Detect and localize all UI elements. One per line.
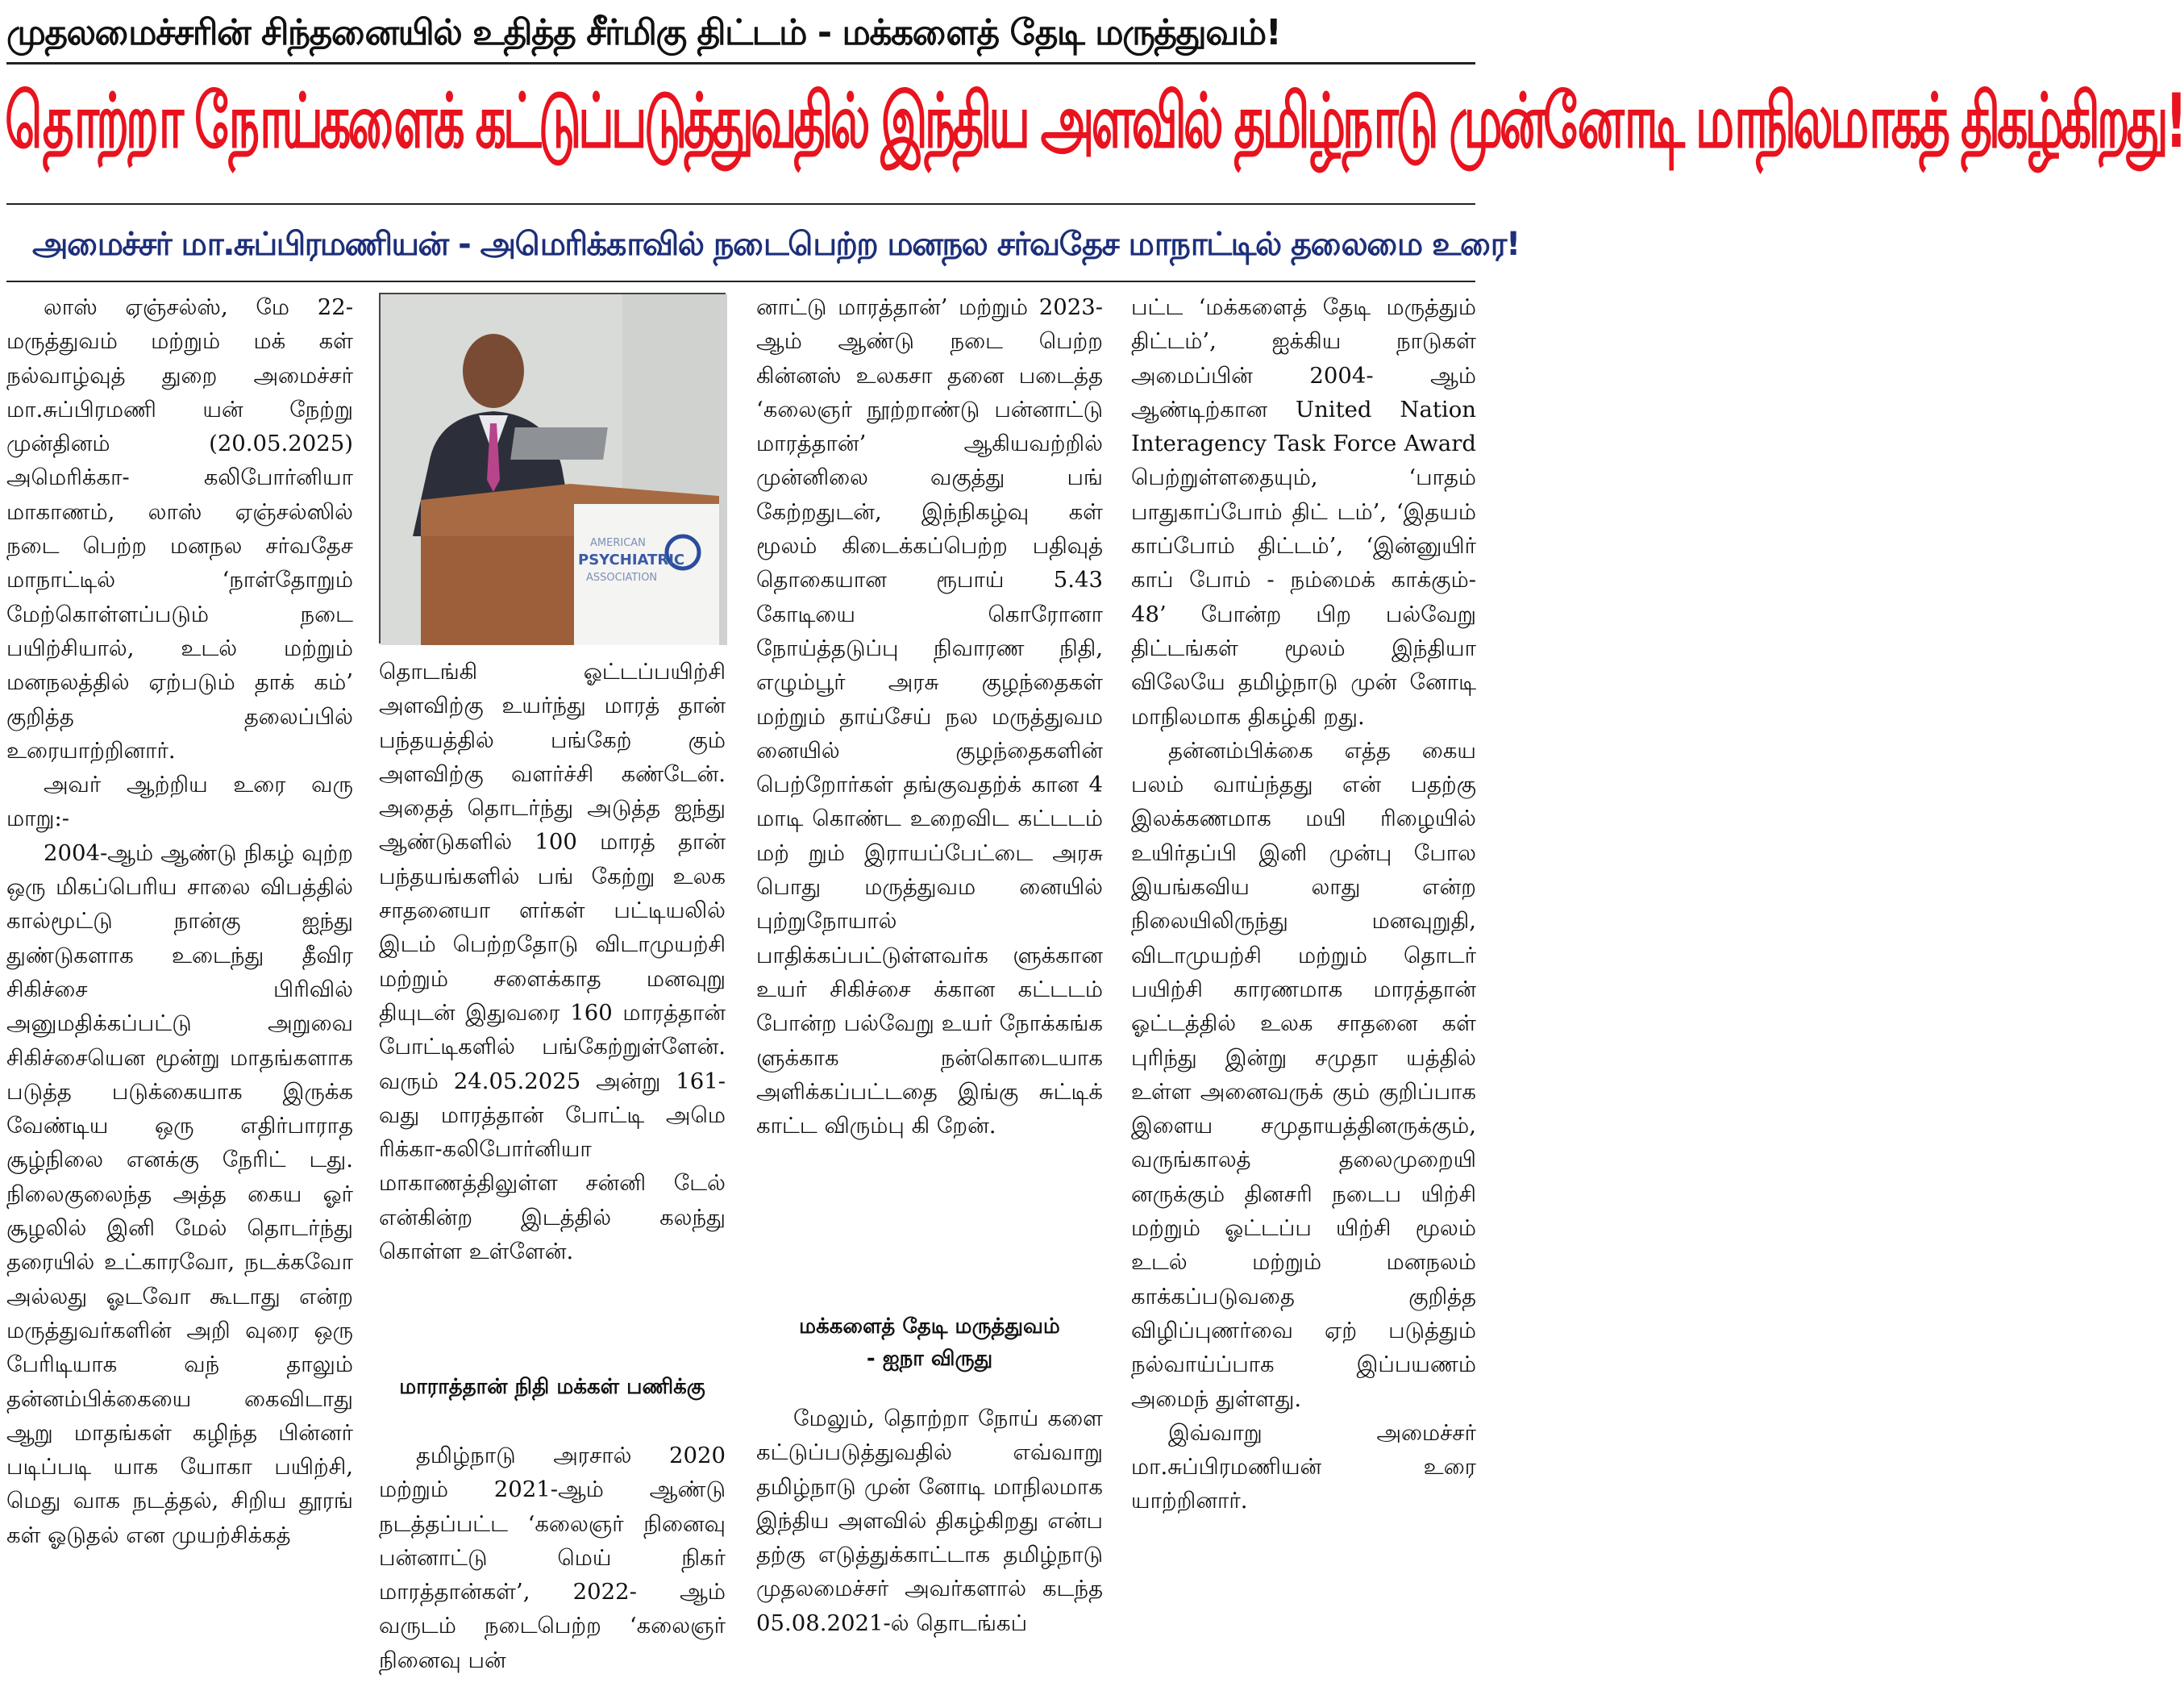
kicker-headline: முதலமைச்சரின் சிந்தனையில் உதித்த சீர்மிகு திட்டம் - மக்களைத் தேடி மருத்துவம்!	[6, 12, 1281, 53]
paragraph: லாஸ் ஏஞ்சல்ஸ், மே 22- மருத்துவம் மற்றும் மக் கள் நல்வாழ்வுத் துறை அமைச்சர் மா.சுப்பிரமணி யன் நேற்று முன்தினம் (20.05.2025) அமெரிக்கா- கலிபோர்னியா மாகாணம், லாஸ் ஏஞ்சல்ஸில் நடை பெற்ற மனநல சர்வதேச மாநாட்டில் ‘நாள்தோறும் மேற்கொள்ளப்படும் நடை பயிற்சியால், உடல் மற்றும் மனநலத்தில் ஏற்படும் தாக் கம்’ குறித்த தலைப்பில் உரையாற்றினார்.	[6, 294, 353, 764]
section-subtitle-un-award	[756, 1310, 1103, 1375]
subtitle-line: மக்களைத் தேடி மருத்துவம்	[799, 1314, 1060, 1339]
news-photo	[379, 293, 726, 643]
main-headline: தொற்றா நோய்களைக் கட்டுப்படுத்துவதில் இந்திய அளவில் தமிழ்நாடு முன்னோடி மாநிலமாகத் திகழ்கிறது!	[5, 77, 2184, 166]
podium-text-1: AMERICAN	[590, 537, 646, 549]
paragraph: இவ்வாறு அமைச்சர் மா.சுப்பிரமணியன் உரை யாற்றினார்.	[1131, 1419, 1476, 1514]
podium-text-3: ASSOCIATION	[586, 572, 658, 584]
column-1	[6, 290, 353, 1693]
column-3-part-1	[756, 290, 1103, 1290]
paragraph: 2004-ஆம் ஆண்டு நிகழ் வுற்ற ஒரு மிகப்பெரிய சாலை விபத்தில் கால்மூட்டு நான்கு ஐந்து துண்டுகளாக உடைந்து தீவிர சிகிச்சை பிரிவில் அனுமதிக்கப்பட்டு அறுவை சிகிச்சையென மூன்று மாதங்களாக படுத்த படுக்கையாக இருக்க வேண்டிய ஒரு எதிர்பாராத சூழ்நிலை எனக்கு நேரிட் டது. நிலைகுலைந்த அத்த கைய ஓர் சூழலில் இனி மேல் தொடர்ந்து தரையில் உட்காரவோ, நடக்கவோ அல்லது ஓடவோ கூடாது என்ற மருத்துவர்களின் அறி வுரை ஒரு பேரிடியாக வந் தாலும் தன்னம்பிக்கையை கைவிடாது ஆறு மாதங்கள் கழிந்த பின்னர் படிப்படி யாக யோகா பயிற்சி, மெது வாக நடத்தல், சிறிய தூரங் கள் ஓடுதல் என முயற்சிக்கத்	[6, 839, 353, 1548]
paragraph: தமிழ்நாடு அரசால் 2020 மற்றும் 2021-ஆம் ஆண்டு நடத்தப்பட்ட ‘கலைஞர் நினைவு பன்னாட்டு மெய் நிகர் மாரத்தான்கள்’, 2022- ஆம் வருடம் நடைபெற்ற ‘கலைஞர் நினைவு பன்	[379, 1443, 726, 1673]
paragraph: அவர் ஆற்றிய உரை வரு மாறு:-	[6, 772, 353, 832]
paragraph: தன்னம்பிக்கை எத்த கைய பலம் வாய்ந்தது என் பதற்கு இலக்கணமாக மயி ரிழையில் உயிர்தப்பி இனி முன்பு போல இயங்கவிய லாது என்ற நிலையிலிருந்து மனவுறுதி, விடாமுயற்சி மற்றும் தொடர் பயிற்சி காரணமாக மாரத்தான் ஓட்டத்தில் உலக சாதனை கள் புரிந்து இன்று சமுதா யத்தில் உள்ள அனைவருக் கும் குறிப்பாக இளைய சமுதாயத்தினருக்கும், வருங்காலத் தலைமுறையி னருக்கும் தினசரி நடைப யிற்சி மற்றும் ஓட்டப்ப யிற்சி மூலம் உடல் மற்றும் மனநலம் காக்கப்படுவதை குறித்த விழிப்புணர்வை ஏற் படுத்தும் நல்வாய்ப்பாக இப்பயணம் அமைந் துள்ளது.	[1131, 737, 1476, 1412]
paragraph: பட்ட ‘மக்களைத் தேடி மருத்தும் திட்டம்’, ஐக்கிய நாடுகள் அமைப்பின் 2004- ஆம் ஆண்டிற்கான United Nation Interagency Task Force Award பெற்றுள்ளதையும், ‘பாதம் பாதுகாப்போம் திட் டம்’, ‘இதயம் காப்போம் திட்டம்’, ‘இன்னுயிர் காப் போம் - நம்மைக் காக்கும்- 48’ போன்ற பிற பல்வேறு திட்டங்கள் மூலம் இந்தியா விலேயே தமிழ்நாடு முன் னோடி மாநிலமாக திகழ்கி றது.	[1131, 294, 1476, 730]
column-4	[1131, 290, 1476, 1693]
subheadline: அமைச்சர் மா.சுப்பிரமணியன் - அமெரிக்காவில் நடைபெற்ற மனநல சர்வதேச மாநாட்டில் தலைமை உரை!	[32, 226, 1520, 263]
column-2-part-2	[379, 1439, 726, 1693]
column-3-part-2	[756, 1401, 1103, 1693]
section-subtitle-marathon-fund: மாராத்தான் நிதி மக்கள் பணிக்கு	[399, 1375, 705, 1399]
paragraph: தொடங்கி ஓட்டப்பயிற்சி அளவிற்கு உயர்ந்து மாரத் தான் பந்தயத்தில் பங்கேற் கும் அளவிற்கு வளர்ச்சி கண்டேன். அதைத் தொடர்ந்து அடுத்த ஐந்து ஆண்டுகளில் 100 மாரத் தான் பந்தயங்களில் பங் கேற்று உலக சாதனையா ளர்கள் பட்டியலில் இடம் பெற்றதோடு விடாமுயற்சி மற்றும் சளைக்காத மனவுறு தியுடன் இதுவரை 160 மாரத்தான் போட்டிகளில் பங்கேற்றுள்ளேன். வரும் 24.05.2025 அன்று 161-வது மாரத்தான் போட்டி அமெ ரிக்கா-கலிபோர்னியா மாகாணத்திலுள்ள சன்னி டேல் என்கின்ற இடத்தில் கலந்து கொள்ள உள்ளேன்.	[379, 659, 726, 1265]
column-2-part-1	[379, 655, 726, 1403]
subhead-rule	[6, 281, 1475, 282]
headline-rule	[6, 203, 1475, 205]
paragraph: னாட்டு மாரத்தான்’ மற்றும் 2023-ஆம் ஆண்டு நடை பெற்ற கின்னஸ் உலகசா தனை படைத்த ‘கலைஞர் நூற்றாண்டு பன்னாட்டு மாரத்தான்’ ஆகியவற்றில் முன்னிலை வகுத்து பங் கேற்றதுடன், இந்நிகழ்வு கள் மூலம் கிடைக்கப்பெற்ற பதிவுத் தொகையான ரூபாய் 5.43 கோடியை கொரோனா நோய்த்தடுப்பு நிவாரண நிதி, எழும்பூர் அரசு குழந்தைகள் மற்றும் தாய்சேய் நல மருத்துவம னையில் குழந்தைகளின் பெற்றோர்கள் தங்குவதற்க் கான 4 மாடி கொண்ட உறைவிட கட்டடம் மற் றும் இராயப்பேட்டை அரசு பொது மருத்துவம னையில் புற்றுநோயால் பாதிக்கப்பட்டுள்ளவர்க ளுக்கான உயர் சிகிச்சை க்கான கட்டடம் போன்ற பல்வேறு உயர் நோக்கங்க ளுக்காக நன்கொடையாக அளிக்கப்பட்டதை இங்கு சுட்டிக் காட்ட விரும்பு கி றேன்.	[756, 294, 1103, 1139]
paragraph: மேலும், தொற்றா நோய் களை கட்டுப்படுத்துவதில் எவ்வாறு தமிழ்நாடு முன் னோடி மாநிலமாக இந்திய அளவில் திகழ்கிறது என்ப தற்கு எடுத்துக்காட்டாக தமிழ்நாடு முதலமைச்சர் அவர்களால் கடந்த 05.08.2021-ல் தொடங்கப்	[756, 1406, 1103, 1636]
podium-text-2: PSYCHIATRIC	[578, 552, 685, 568]
minister-at-podium-illustration	[381, 294, 727, 645]
subtitle-line: - ஐநா விருது	[866, 1347, 993, 1371]
